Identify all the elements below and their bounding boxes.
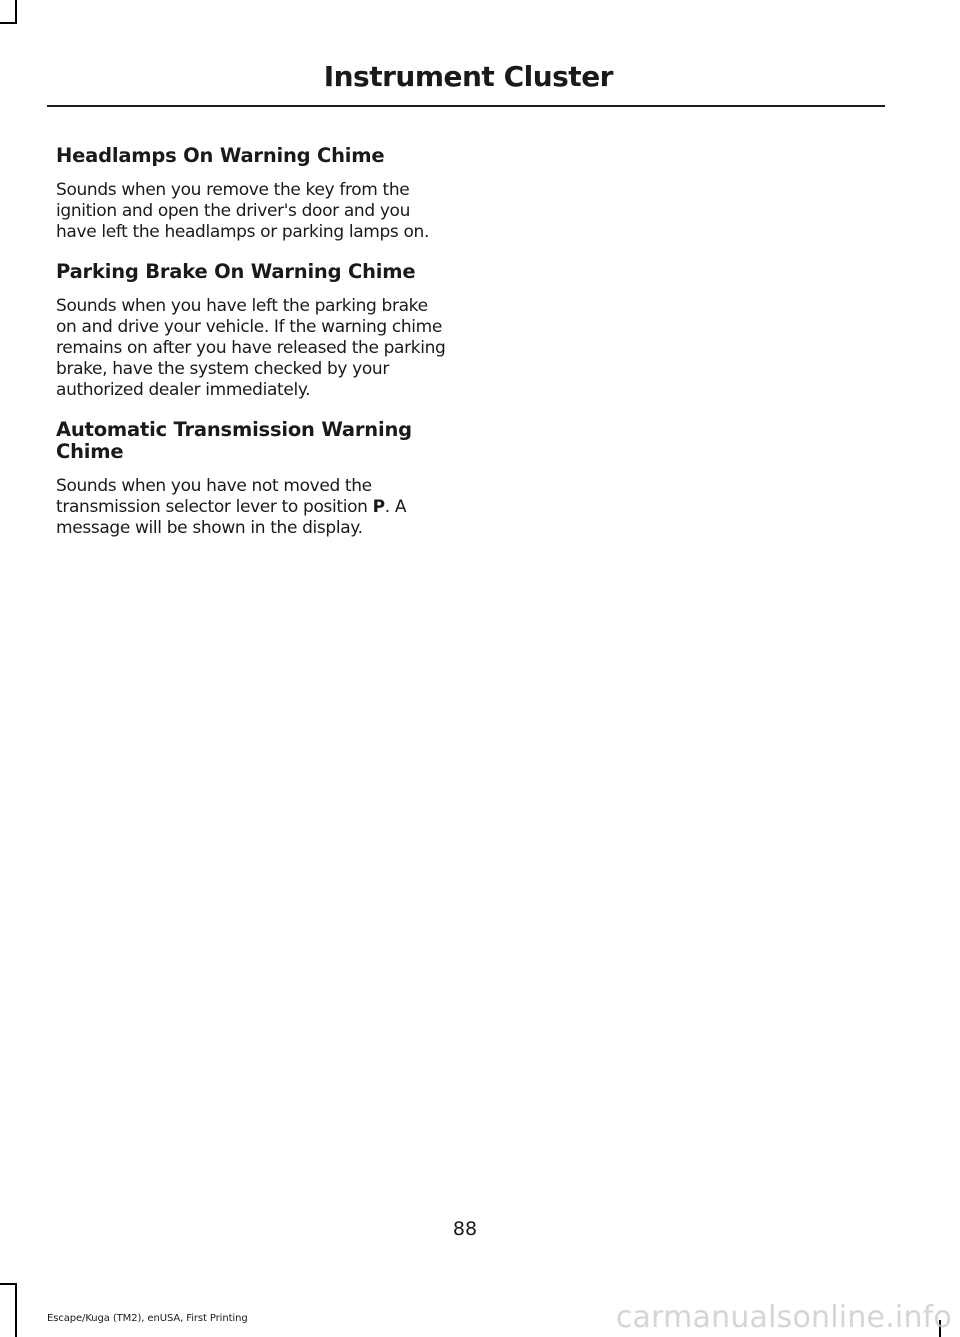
section-heading: Headlamps On Warning Chime — [56, 144, 385, 167]
section-body-text: Sounds when you have not moved the transmission selector lever to position — [56, 476, 373, 517]
crop-mark-bottom-left-vertical — [15, 1283, 17, 1337]
gear-position-label: P — [372, 497, 385, 517]
section-body — [56, 476, 448, 539]
main-content — [56, 145, 448, 557]
section-headlamps-chime — [56, 145, 448, 243]
crop-mark-top-left-vertical — [15, 0, 17, 22]
section-parking-brake-chime — [56, 261, 448, 401]
section-body: Sounds when you remove the key from the ignition and open the driver's door and you have left the headlamps or parking lamps on. — [56, 180, 430, 242]
watermark: carmanualsonline.info — [615, 1300, 952, 1335]
page-header-title: Instrument Cluster — [323, 60, 613, 93]
section-body: Sounds when you have left the parking brake on and drive your vehicle. If the warning chime remains on after you have released the parking brake, have the system checked by your authorized dealer immediately. — [56, 296, 446, 400]
section-body-text: . A message will be shown in the display. — [56, 497, 407, 538]
section-heading: Parking Brake On Warning Chime — [56, 260, 416, 283]
crop-mark-bottom-left-horizontal — [0, 1283, 17, 1285]
page-number: 88 — [452, 1218, 478, 1240]
section-heading: Automatic Transmission Warning Chime — [56, 418, 412, 463]
edition-footer: Escape/Kuga (TM2), enUSA, First Printing — [47, 1313, 248, 1324]
crop-mark-top-left-horizontal — [0, 22, 17, 24]
header-divider — [47, 105, 885, 107]
section-transmission-chime — [56, 419, 448, 539]
